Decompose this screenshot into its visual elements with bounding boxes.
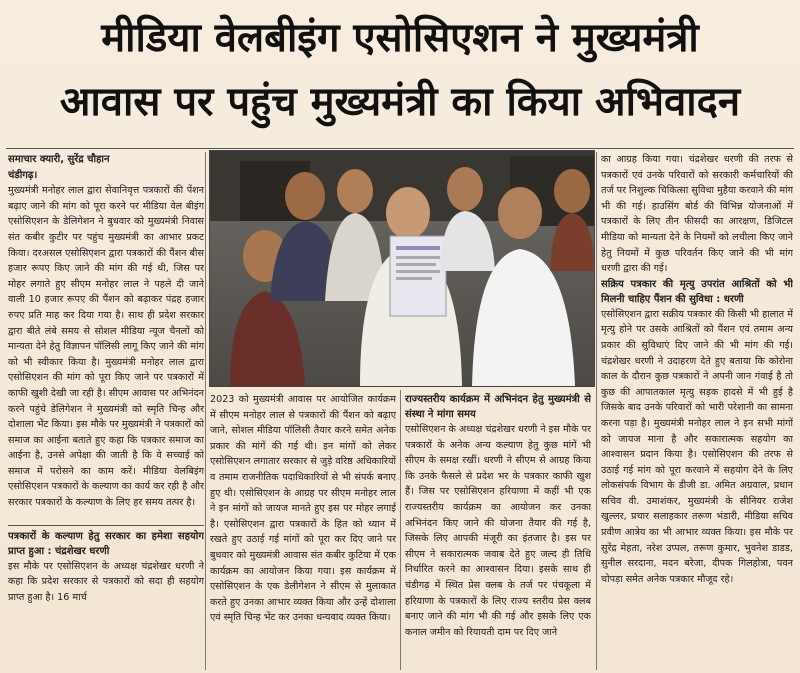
left-column-subhead: पत्रकारों के कल्याण हेतु सरकार का हमेशा सहयोग प्राप्त हुआ : चंद्रशेखर धरणी	[8, 530, 204, 557]
column-divider-2	[400, 390, 401, 670]
headline-rule	[6, 148, 794, 149]
left-column	[8, 152, 204, 670]
center-left-column	[210, 392, 396, 670]
center-left-body: 2023 को मुख्यमंत्री आवास पर आयोजित कार्यक्रम में सीएम मनोहर लाल से पत्रकारों की पैंशन को बढ़ाए जाने, सोशल मीडिया पॉलिसी तैयार करने समेत अनेक प्रकार की मांगें की गई थी। इन मांगों को लेकर एसोसिएशन लगातार सरकार से जुड़े वरिष्ठ अधिकारियों व तमाम राजनीतिक पदाधिकारियों से भी संपर्क बनाए हुए थी। एसोसिएशन के आग्रह पर सीएम मनोहर लाल ने इन मांगों को जायज मानते हुए इस पर मोहर लगाई है। एसोसिएशन द्वारा पत्रकारों के हित को ध्यान में रखते हुए उठाई गई मांगों को पूरा कर दिए जाने पर बुधवार को मुख्यमंत्री आवास संत कबीर कुटिया में एक कार्यक्रम का आयोजन किया गया। इस कार्यक्रम में एसोसिएशन के एक डेलीगेशन ने सीएम से मुलाकात करते हुए उनका आभार व्यक्त किया और उन्हें दोशाला एवं स्मृति चिन्ह भेंट कर उनका धन्यवाद व्यक्त किया।	[210, 394, 396, 624]
column-divider-1	[205, 152, 206, 670]
left-column-body-2: इस मौके पर एसोसिएशन के अध्यक्ष चंद्रशेखर धरणी ने कहा कि प्रदेश सरकार से पत्रकारों को सदा ही सहयोग प्राप्त हुआ है। 16 मार्च	[8, 560, 204, 603]
dateline: चंडीगढ़।	[8, 169, 38, 181]
certificate	[390, 236, 446, 316]
center-right-body: एसोसिएशन के अध्यक्ष चंद्रशेखर धरणी ने इस मौके पर पत्रकारों के अनेक अन्य कल्याण हेतु कुछ मांगें भी सीएम के समक्ष रखीं। धरणी ने सीएम से आग्रह किया कि उनके फैसले से प्रदेश भर के पत्रकार काफी खुश हैं। जिस पर एसोसिएशन हरियाणा में कहीं भी एक राज्यस्तरीय कार्यक्रम का आयोजन कर उनका अभिनंदन किए जाने की योजना तैयार की गई है, जिसके लिए आपकी मंजूरी का इंतजार है। इस पर सीएम ने सकारात्मक जवाब देते हुए जल्द ही तिथि निर्धारित करने का आश्वासन दिया। इसके साथ ही चंडीगढ़ में स्थित प्रेस क्लब के तर्ज पर पंचकूला में हरियाणा के पत्रकारों के लिए राज्य स्तरीय प्रेस क्लब बनाए जाने की मांग भी की गई और इसके लिए एक कनाल जमीन को रियायती दाम पर दिए जाने	[405, 424, 591, 638]
news-photo	[209, 150, 595, 387]
headline-line-1: मीडिया वेलबीइंग एसोसिएशन ने मुख्यमंत्री	[101, 15, 699, 61]
headline	[0, 6, 800, 148]
right-column-body: का आग्रह किया गया। चंद्रशेखर धरणी की तरफ से पत्रकारों एवं उनके परिवारों को सरकारी कर्मचारियों की तर्ज पर निशुल्क चिकित्सा सुविधा मुहैया करवाने की मांग भी की गई। हाउसिंग बोर्ड की विभिन्न योजनाओं में पत्रकारों के लिए तीन फीसदी का आरक्षण, डिजिटल मीडिया को मान्यता देने के नियमों को लचीला किए जाने हेतु नियमों में कुछ परिवर्तन किए जाने की भी मांग धरणी द्वारा की गई।	[601, 154, 793, 275]
center-right-subhead: राज्यस्तरीय कार्यक्रम में अभिनंदन हेतु मुख्यमंत्री से संस्था ने मांगा समय	[405, 394, 591, 420]
center-right-column	[405, 392, 591, 670]
column-divider-3	[596, 152, 597, 670]
byline: समाचार क्यारी, सुरेंद्र चौहान	[8, 154, 110, 165]
left-column-body: मुख्यमंत्री मनोहर लाल द्वारा सेवानिवृत्त पत्रकारों की पेंशन बढ़ाए जाने की मांग को पूरा करने पर मीडिया वेल बीइंग एसोसिएशन के डेलिगेशन ने बुधवार को मुख्यमंत्री निवास संत कबीर कुटीर पर पहुंच मुख्यमंत्री का आभार प्रकट किया। दरअसल एसोसिएशन द्वारा पत्रकारों की पैंशन बीस हजार रूपए किए जाने की मांग की गई थी, जिस पर मोहर लगाते हुए सीएम मनोहर लाल ने पहले दी जाने वाली 10 हजार रूपए की पैंशन को बढ़ाकर पंद्रह हजार रुपए प्रति माह कर दिया गया है। साथ ही प्रदेश सरकार द्वारा बीते लंबे समय से सोशल मीडिया न्यूज चैनलों को मान्यता देने हेतु विज्ञापन पॉलिसी लागू किए जाने की मांग को भी स्वीकार किया है। मुख्यमंत्री मनोहर लाल द्वारा एसोसिएशन की मांग को पूरा किए जाने पर पत्रकारों में काफी खुशी देखी जा रही है। सीएम आवास पर अभिनंदन करने पहुंचे डेलिगेशन ने मुख्यमंत्री को स्मृति चिन्ह और दोशाला भेंट किया। इस मौके पर मुख्यमंत्री ने पत्रकारों को समाज का आईना बताते हुए कहा कि पत्रकार समाज का आईना है, उनसे अपेक्षा की जाती है कि वे सच्चाई को समाज में परोसने का काम करें। मीडिया वेलबिइंग एसोसिएशन पत्रकारों के कल्याण का कार्य कर रही है और सरकार पत्रकारों के कल्याण के लिए हर समय तत्पर है।	[8, 185, 204, 509]
right-column-body-2: एसोसिएशन द्वारा सक्रीय पत्रकार की किसी भी हालात में मृत्यु होने पर उसके आश्रितों को पैंशन एवं तमाम अन्य प्रकार की सुविधाएं दिए जाने की भी मांग की गई। चंद्रशेखर धरणी ने उदाहरण देते हुए बताया कि कोरोना काल के दौरान कुछ पत्रकारों ने अपनी जान गंवाई है तो कुछ की आपातकाल मृत्यु सड़क हादसे में भी हुई है जिसके बाद उनके परिवारों को भारी परेशानी का सामना करना पड़ा है। मुख्यमंत्री मनोहर लाल ने इन सभी मांगों को जायज माना है और सकारात्मक सहयोग का आश्वासन प्रदान किया है। एसोसिएशन की तरफ से उठाई गई मांग को पूरा करवाने में सहयोग देने के लिए लोकसंपर्क विभाग के डीजी डा. अमित अग्रवाल, प्रधान सचिव वी. उमाशंकर, मुख्यमंत्री के सीनियर राजेश खुल्लर, प्रचार सलाहकार तरूण भंडारी, मीडिया सचिव प्रवीण आत्रेय का भी आभार व्यक्त किया। इस मौके पर सुरेंद्र मेहता, नरेश उप्पल, तरूण कुमार, भुवनेश डाडड, सुनील सरदाना, मदन बरेजा, दीपक गिलहोत्रा, पवन चोपड़ा समेत अनेक पत्रकार मौजूद रहे।	[601, 308, 793, 585]
right-column	[601, 152, 793, 670]
headline-line-2: आवास पर पहुंच मुख्यमंत्री का किया अभिवादन	[59, 79, 741, 125]
right-column-subhead: सक्रिय पत्रकार की मृत्यु उपरांत आश्रितों को भी मिलनी चाहिए पैंशन की सुविधा : धरणी	[601, 278, 793, 305]
group-photo-illustration	[210, 151, 594, 386]
